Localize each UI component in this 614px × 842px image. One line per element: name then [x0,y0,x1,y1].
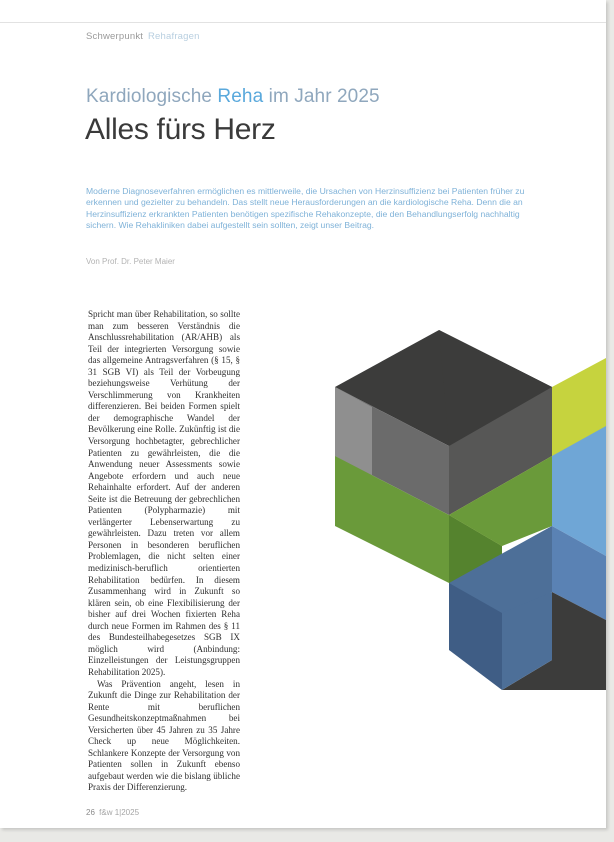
section-subcategory: Rehafragen [147,31,200,42]
section-category: Schwerpunkt [86,31,144,42]
page-footer [86,808,139,817]
hexagon-illustration [332,330,606,690]
article-author: Von Prof. Dr. Peter Maier [86,257,175,266]
article-body [88,309,240,794]
body-paragraph-2: Was Prävention angeht, lesen in Zukunft die Dinge zur Rehabilitation der Rente mit beruflichen Gesundheitskonzeptmaßnahmen bei Versicherten über 45 Jahren zu 35 Jahre Check up neue Möglichkeiten. Schlankere Konzepte der Versorgung von Patienten sollen in Zukunft ebenso aufgebaut werden wie die bislang übliche Praxis der Differenzierung. [88,678,240,793]
article-overline [86,86,380,108]
overline-pre: Kardiologische [86,86,218,107]
page-number: 26 [86,808,95,817]
overline-post: im Jahr 2025 [263,86,380,107]
issue-label: f&w 1|2025 [99,808,140,817]
article-title: Alles fürs Herz [85,113,276,146]
section-kicker [86,31,200,42]
body-paragraph-1: Spricht man über Rehabilitation, so sollte man zum besseren Verständnis die Anschlussrehabilitation (AR/AHB) als Teil der integrierten Versorgung sowie das allgemeine Antragsverfahren (§ 15, § 31 SGB VI) als Teil der Vorbeugung beziehungsweise Verhütung der Verschlimmerung von Krankheiten differenzieren. Bei beiden Formen spielt der demographische Wandel der Bevölkerung eine Rolle. Zukünftig ist die Versorgung hochbetagter, gebrechlicher Patienten zu gewährleisten, die die Anwendung neuer Assessments sowie Angebote erfordern und auch neue Rehainhalte erfordert. Auf der anderen Seite ist die Betreuung der gebrechlichen Patienten (Polypharmazie) mit verlängerter Lebenserwartung zu gewährleisten. Dazu treten vor allem Personen in besonderen beruflichen Problemlagen, die nicht selten einer medizinisch-beruflich orientierten Rehabilitation bedürfen. In diesem Zusammenhang wird in Zukunft so klären sein, ob eine Flexibilisierung der bisher auf drei Wochen fixierten Reha durch neue Formen im Rahmen des § 11 des Bundesteilhabegesetzes SGB IX möglich wird (Anbindung: Einzelleistungen der Leistungsgruppen Rehabilitation 2025). [88,309,240,677]
top-divider [0,22,606,23]
article-lead: Moderne Diagnoseverfahren ermöglichen es mittlerweile, die Ursachen von Herzinsuffizienz bei Patienten früher zu erkennen und gezielter zu behandeln. Das stellt neue Herausforderungen an die kardiologische Reha. Denn die an Herzinsuffizienz erkrankten Patienten benötigen spezifische Rehakonzepte, die den Behandlungserfolg nachhaltig sichern. Wie Rehakliniken dabei aufgestellt sein sollten, zeigt unser Beitrag. [86,186,525,230]
overline-accent: Reha [217,86,264,107]
